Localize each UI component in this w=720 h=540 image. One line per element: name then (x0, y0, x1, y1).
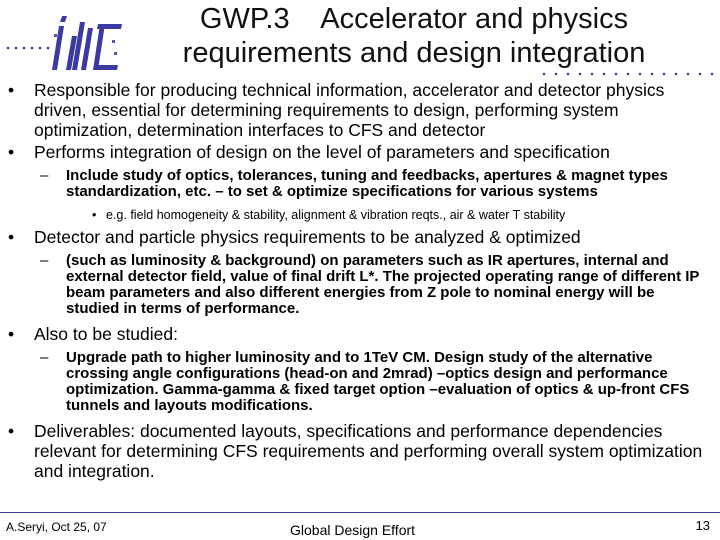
bullet-item (0, 142, 720, 162)
slide-title (140, 2, 688, 70)
sub-sub-bullet-item (0, 207, 720, 223)
bullet-item (0, 227, 720, 247)
sub-sub-bullet-text: e.g. field homogeneity & stability, alignment & vibration reqts., air & water T stability (106, 208, 566, 222)
bullet-item (0, 324, 720, 344)
bullet-text: Detector and particle physics requirements to be analyzed & optimized (34, 227, 581, 247)
dash-marker: – (40, 167, 49, 184)
bullet-marker: • (8, 80, 15, 100)
decorative-dots-right (540, 72, 716, 76)
title-line-1: GWP.3 Accelerator and physics (199, 3, 629, 35)
sub-bullet-text: Upgrade path to higher luminosity and to 1TeV CM. Design study of the alternative crossing angle configurations (head-on and 2mrad) –optics design and performance optimization. Gamma-gamma & fixed target option –evaluation of optics & up-front CFS tunnels and layouts modifications. (66, 349, 690, 414)
footer-organization: Global Design Effort (290, 522, 416, 538)
bullet-item (0, 80, 720, 140)
slide-body (0, 80, 720, 483)
bullet-marker: • (8, 142, 15, 162)
sub-bullet-item (0, 168, 720, 200)
bullet-text: Responsible for producing technical information, accelerator and detector physics driven, essential for determining requirements to design, performing system optimization, determination interfaces to CFS and detector (34, 80, 665, 140)
dash-marker: – (40, 252, 49, 269)
bullet-marker: • (8, 324, 15, 344)
bullet-marker: • (8, 421, 15, 441)
footer-author-date: A.Seryi, Oct 25, 07 (6, 520, 107, 534)
bullet-item (0, 421, 720, 481)
ilc-logo-icon (52, 12, 142, 74)
title-line-2: requirements and design integration (182, 37, 646, 69)
sub-bullet-item (0, 253, 720, 317)
bullet-marker: • (92, 208, 97, 222)
page-number: 13 (695, 518, 710, 533)
dash-marker: – (40, 349, 49, 366)
sub-bullet-item (0, 350, 720, 414)
sub-bullet-text: Include study of optics, tolerances, tuning and feedbacks, apertures & magnet types standardization, etc. – to set & optimize specifications for various systems (66, 167, 668, 200)
bullet-text: Deliverables: documented layouts, specifications and performance dependencies relevant for determining CFS requirements and performing overall system optimization and integration. (34, 421, 703, 481)
bullet-text: Also to be studied: (34, 324, 178, 344)
bullet-marker: • (8, 227, 15, 247)
footer-divider (0, 512, 720, 513)
sub-bullet-text: (such as luminosity & background) on parameters such as IR apertures, internal and external detector field, value of final drift L*. The projected operating range of different IP beam parameters and also different energies from Z pole to nominal energy will be studied in terms of performance. (66, 252, 700, 317)
decorative-dots-left (6, 46, 52, 50)
bullet-text: Performs integration of design on the level of parameters and specification (34, 142, 610, 162)
